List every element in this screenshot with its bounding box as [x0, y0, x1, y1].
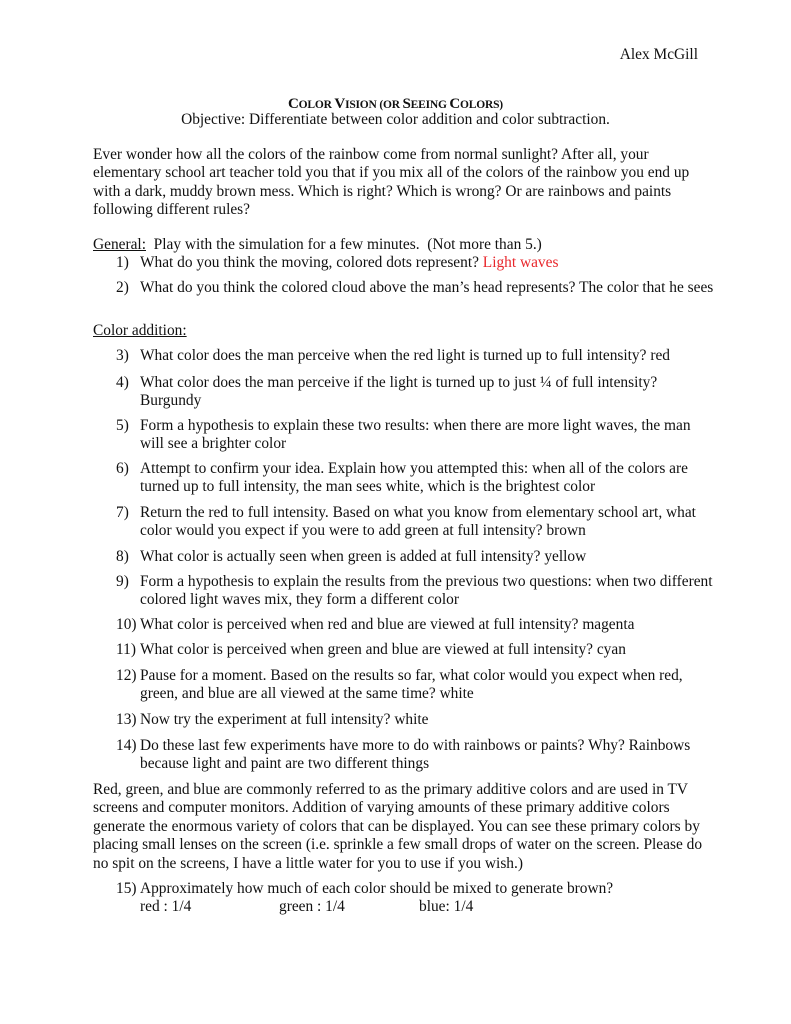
question-text: Approximately how much of each color should be mixed to generate brown? — [140, 880, 614, 897]
question-number: 5) — [116, 417, 129, 434]
question-number: 7) — [116, 504, 129, 521]
answer-text: when two different colored light waves mix, they form a different color — [140, 573, 713, 609]
author-name: Alex McGill — [619, 46, 698, 63]
question-number: 3) — [116, 347, 129, 364]
question-item — [116, 417, 716, 454]
intro-paragraph: Ever wonder how all the colors of the rainbow come from normal sunlight? After all, your elementary school art teacher told you that if you mix all of the colors of the rainbow you end up with a dark, muddy brown mess. Which is right? Which is wrong? Or are rainbows and paints following different rules? — [93, 146, 690, 219]
question-text: Attempt to confirm your idea. Explain how you attempted this: — [140, 460, 532, 477]
answer-text: white — [394, 711, 429, 728]
question-item — [116, 667, 716, 704]
primary-colors-paragraph: Red, green, and blue are commonly referred to as the primary additive colors and are used in TV screens and computer monitors. Addition of varying amounts of these primary additive colors generate the enormous variety of colors that can be displayed. You can see these primary colors by placing small lenses on the screen (i.e. sprinkle a few small drops of water on the screen. Please do no spit on the screens, I have a little water for you to use if you wish.) — [93, 781, 703, 872]
question-item — [116, 374, 716, 411]
question-text: Pause for a moment. Based on the results so far, what color would you expect when red, green, and blue are all viewed at the same time? — [140, 667, 683, 703]
blue-amount: blue: 1/4 — [419, 898, 474, 915]
question-number: 11) — [116, 641, 136, 658]
question-number: 12) — [116, 667, 137, 684]
answer-text: when all of the colors are turned up to full intensity, the man sees white, which is the brightest color — [140, 460, 688, 496]
answer-text: white — [439, 685, 474, 703]
answer-text: Rainbows because light and paint are two different things — [140, 737, 691, 773]
general-instructions: Play with the simulation for a few minutes. (Not more than 5.) — [145, 236, 542, 253]
question-text: Now try the experiment at full intensity? — [140, 711, 395, 728]
answer-text: when there are more light waves, the man will see a brighter color — [140, 417, 691, 453]
question-text: Form a hypothesis to explain these two results: — [140, 417, 434, 434]
question-text: What color is perceived when green and blue are viewed at full intensity? — [140, 641, 597, 658]
question-item — [116, 460, 716, 497]
title-part: V — [334, 96, 346, 112]
question-item — [116, 711, 716, 729]
question-number: 4) — [116, 374, 129, 391]
question-item — [116, 880, 716, 898]
question-number: 9) — [116, 573, 129, 590]
title-part: C — [449, 96, 461, 112]
objective-line: Objective: Differentiate between color addition and color subtraction. — [181, 111, 610, 128]
title-part: EEING — [410, 99, 450, 111]
question-item — [116, 548, 716, 566]
title-part: ISION (OR — [345, 99, 403, 111]
answer-text: The color that he sees — [579, 279, 714, 296]
question-item — [116, 737, 716, 774]
general-section-heading — [93, 236, 713, 254]
question-item — [116, 641, 716, 659]
question-number: 13) — [116, 711, 137, 728]
question-item — [116, 616, 716, 634]
question-item — [116, 254, 716, 272]
question-text: Do these last few experiments have more to do with rainbows or paints? Why? — [140, 737, 629, 754]
question-text: What color does the man perceive when the red light is turned up to full intensity? — [140, 347, 651, 364]
answer-text: Burgundy — [140, 392, 202, 410]
question-item — [116, 347, 716, 365]
answer-text: yellow — [544, 548, 587, 565]
question-item — [116, 573, 716, 610]
title-part: S — [402, 96, 411, 112]
question-item — [116, 279, 716, 297]
answer-text: Light waves — [482, 254, 559, 271]
answer-text: cyan — [596, 641, 626, 658]
question-number: 15) — [116, 880, 137, 897]
color-addition-label: Color addition: — [93, 322, 187, 339]
question-number: 2) — [116, 279, 129, 296]
question-text: Form a hypothesis to explain the results from the previous two questions: — [140, 573, 596, 590]
question-number: 14) — [116, 737, 137, 754]
question-text: What do you think the moving, colored dots represent? — [140, 254, 483, 271]
title-part: OLOR — [298, 99, 335, 111]
green-amount: green : 1/4 — [279, 898, 345, 915]
question-number: 1) — [116, 254, 129, 271]
question-text: What color is perceived when red and blue are viewed at full intensity? — [140, 616, 583, 633]
question-number: 8) — [116, 548, 129, 565]
general-label: General: — [93, 236, 146, 253]
question-text: Return the red to full intensity. Based on what you know from elementary school art, what color would you expect if you were to add green at full intensity? — [140, 504, 696, 540]
question-number: 10) — [116, 616, 137, 633]
question-text: What color is actually seen when green is added at full intensity? — [140, 548, 545, 565]
title-part: C — [288, 96, 299, 112]
question-text: What color does the man perceive if the light is turned up to just ¼ of full intensity? — [140, 374, 658, 391]
color-addition-heading — [93, 322, 713, 340]
red-amount: red : 1/4 — [140, 898, 192, 915]
title-part: OLORS) — [460, 99, 503, 111]
answer-text: red — [650, 347, 670, 364]
question-number: 6) — [116, 460, 129, 477]
question-item — [116, 504, 716, 541]
question-text: What do you think the colored cloud above the man’s head represents? — [140, 279, 580, 296]
answer-text: brown — [546, 522, 586, 540]
answer-text: magenta — [582, 616, 635, 633]
